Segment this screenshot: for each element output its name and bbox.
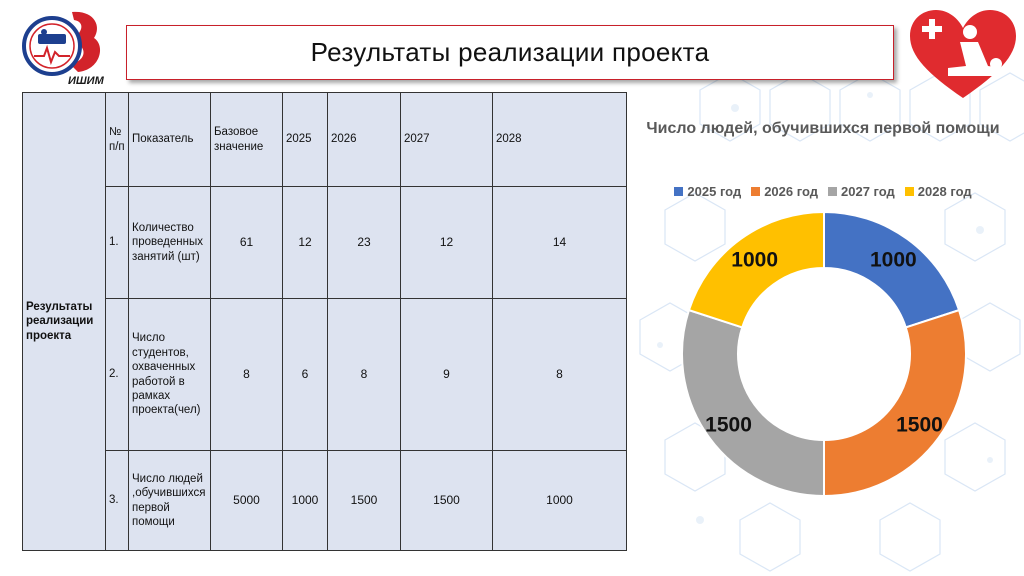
header-cell: № п/п bbox=[106, 93, 129, 187]
indicator-cell: Число людей ,обучившихся первой помощи bbox=[129, 451, 211, 551]
logo-text: ИШИМ bbox=[68, 75, 104, 87]
value-cell-2025: 6 bbox=[283, 299, 328, 451]
row-number: 1. bbox=[106, 187, 129, 299]
header-cell: Базовое значение bbox=[211, 93, 283, 187]
value-cell-2028: 14 bbox=[493, 187, 627, 299]
header-cell: 2028 bbox=[493, 93, 627, 187]
table-row bbox=[23, 451, 627, 551]
value-cell-2025: 12 bbox=[283, 187, 328, 299]
data-label: 1000 bbox=[731, 248, 779, 272]
value-cell-2027: 9 bbox=[401, 299, 493, 451]
page-title: Результаты реализации проекта bbox=[310, 37, 710, 67]
header-cell: 2027 bbox=[401, 93, 493, 187]
data-label: 1000 bbox=[869, 248, 917, 272]
results-table bbox=[22, 92, 627, 551]
data-label: 1500 bbox=[705, 413, 752, 437]
value-cell-2028: 1000 bbox=[493, 451, 627, 551]
section-label-cell bbox=[23, 93, 106, 551]
header-cell: 2026 bbox=[328, 93, 401, 187]
indicator-cell: Количество проведенных занятий (шт) bbox=[129, 187, 211, 299]
value-cell-2026: 1500 bbox=[328, 451, 401, 551]
value-cell-2027: 1500 bbox=[401, 451, 493, 551]
donut-slice bbox=[682, 310, 824, 496]
base-value-cell: 61 bbox=[211, 187, 283, 299]
legend-label: 2025 год bbox=[687, 184, 742, 199]
legend-label: 2026 год bbox=[764, 184, 818, 199]
data-label: 1500 bbox=[896, 413, 943, 437]
value-cell-2026: 23 bbox=[328, 187, 401, 299]
organization-logo bbox=[14, 8, 106, 88]
first-aid-heart-icon bbox=[908, 8, 1018, 100]
legend-label: 2028 год bbox=[917, 184, 972, 199]
value-cell-2025: 1000 bbox=[283, 451, 328, 551]
chart-title: Число людей, обучившихся первой помощи bbox=[646, 120, 1000, 137]
base-value-cell: 5000 bbox=[211, 451, 283, 551]
section-label: Результаты реализации проекта bbox=[26, 300, 94, 342]
donut-slice bbox=[824, 310, 966, 496]
value-cell-2027: 12 bbox=[401, 187, 493, 299]
title-box bbox=[126, 25, 894, 80]
header-cell: Показатель bbox=[129, 93, 211, 187]
header-cell: 2025 bbox=[283, 93, 328, 187]
table-row bbox=[23, 187, 627, 299]
legend-label: 2027 год bbox=[841, 184, 895, 199]
table-header-row bbox=[23, 93, 627, 187]
row-number: 2. bbox=[106, 299, 129, 451]
donut-chart bbox=[628, 110, 1024, 510]
indicator-cell: Число студентов, охваченных работой в рамках проекта(чел) bbox=[129, 299, 211, 451]
table-row bbox=[23, 299, 627, 451]
value-cell-2028: 8 bbox=[493, 299, 627, 451]
row-number: 3. bbox=[106, 451, 129, 551]
base-value-cell: 8 bbox=[211, 299, 283, 451]
value-cell-2026: 8 bbox=[328, 299, 401, 451]
